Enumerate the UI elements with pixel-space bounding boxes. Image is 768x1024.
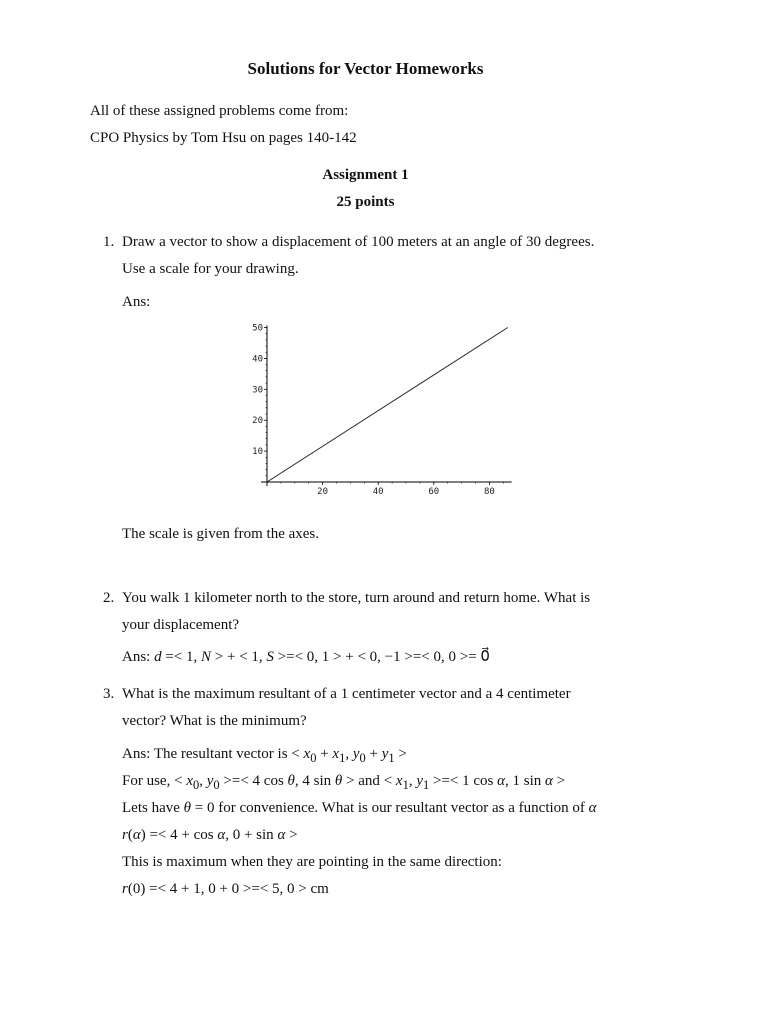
problem-3-use-text: For use, — [122, 773, 171, 789]
problem-3-answer-line-1: Ans: The resultant vector is < $x_0 + x_1$, $y_0 + y_1$ > — [122, 746, 407, 765]
problem-number: 3. — [103, 686, 115, 702]
problem-3-question-line-2: vector? What is the minimum? — [122, 713, 307, 729]
problem-3-answer-line-5: This is maximum when they are pointing in the same direction: — [122, 854, 502, 870]
problem-3-answer-line-6: r(0) =< 4 + 1, 0 + 0 >=< 5, 0 > cm — [122, 881, 329, 897]
x-tick-label: 80 — [483, 487, 495, 497]
vector-chart — [230, 318, 530, 508]
x-tick-label: 40 — [372, 487, 384, 497]
x-tick-label: 20 — [317, 487, 329, 497]
intro-line-1: All of these assigned problems come from: — [90, 103, 349, 119]
problem-3-ans-label: Ans: — [122, 746, 151, 762]
y-tick-label: 50 — [252, 323, 263, 334]
problem-3-lets-text: Lets have — [122, 800, 180, 816]
problem-1-ans-label: Ans: — [122, 294, 151, 310]
problem-number: 2. — [103, 590, 115, 606]
problem-3-answer-line-2: For use, < $x_0$, $y_0$ >=< 4 cos θ, 4 sin θ > and < $x_1$, $y_1$ >=< 1 cos α, 1 sin α > — [122, 773, 566, 792]
problem-3-ans-text: The resultant vector is — [153, 746, 288, 762]
problem-2-ans-label: Ans: — [122, 649, 151, 665]
vector-line — [267, 328, 508, 483]
y-tick-label: 10 — [252, 447, 263, 458]
problem-3-lets-rest: for convenience. What is our resultant vector as a function of — [218, 800, 585, 816]
problem-2-question-line-2: your displacement? — [122, 617, 240, 633]
problem-3-and-text: and — [358, 773, 380, 789]
problem-3-answer-line-3: Lets have θ = 0 for convenience. What is our resultant vector as a function of α — [122, 800, 597, 816]
problem-3-unit: cm — [310, 881, 329, 897]
problem-3-question-line-1: What is the maximum resultant of a 1 centimeter vector and a 4 centimeter — [122, 686, 571, 702]
intro-line-2: CPO Physics by Tom Hsu on pages 140-142 — [90, 130, 357, 146]
problem-1-scale-note: The scale is given from the axes. — [122, 526, 320, 542]
assignment-heading: Assignment 1 — [322, 167, 409, 183]
x-tick-label: 60 — [428, 487, 440, 497]
y-tick-label: 30 — [252, 385, 263, 396]
assignment-points: 25 points — [336, 194, 395, 210]
problem-2-answer: Ans: d =< 1, N > + < 1, S >=< 0, 1 > + < 0, −1 >=< 0, 0 >= 0⃗ — [122, 649, 490, 665]
problem-1-question-line-2: Use a scale for your drawing. — [122, 261, 299, 277]
y-tick-label: 40 — [252, 354, 263, 365]
problem-1-question-line-1: Draw a vector to show a displacement of 100 meters at an angle of 30 degrees. — [122, 234, 595, 250]
problem-3-answer-line-4: r(α) =< 4 + cos α, 0 + sin α > — [122, 827, 298, 843]
problem-number: 1. — [103, 234, 115, 250]
y-tick-label: 20 — [252, 416, 263, 427]
page-title: Solutions for Vector Homeworks — [247, 59, 484, 78]
problem-2-question-line-1: You walk 1 kilometer north to the store, turn around and return home. What is — [122, 590, 591, 606]
